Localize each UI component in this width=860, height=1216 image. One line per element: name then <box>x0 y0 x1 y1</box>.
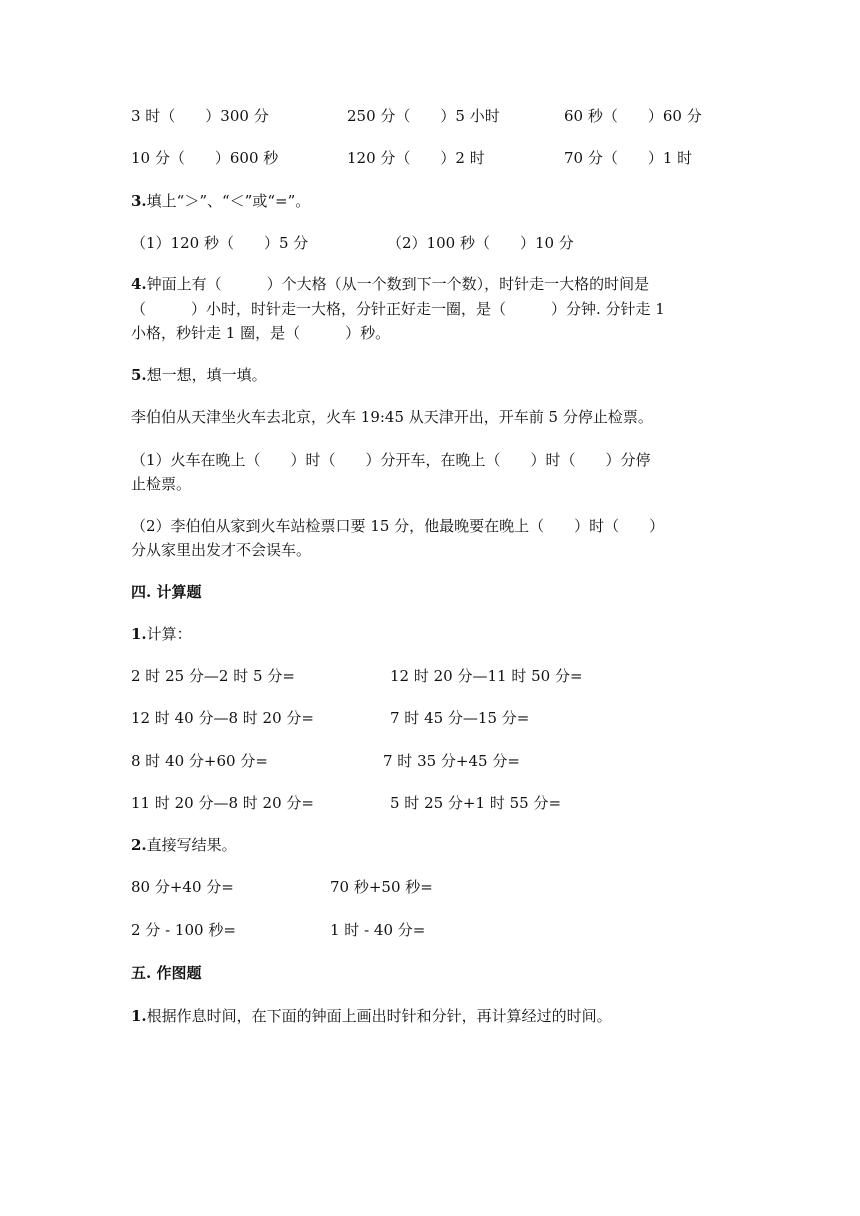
calc-item: 11 时 20 分—8 时 20 分= <box>131 794 314 812</box>
question-text: 填上“＞”、“＜”或“=”。 <box>146 192 311 210</box>
question-5-sub2-line-1: （2）李伯伯从家到火车站检票口要 15 分，他最晚要在晚上（ ）时（ ） <box>131 517 665 535</box>
calc-item: 70 秒+50 秒= <box>330 878 433 896</box>
question-4-line-2: （ ）小时，时针走一大格，分针正好走一圈，是（ ）分钟. 分针走 1 <box>131 300 665 318</box>
question-number: 1. <box>131 625 147 643</box>
section-4-question-2 <box>131 833 237 857</box>
compare-item: （2）100 秒（ ）10 分 <box>387 234 574 252</box>
section-5-question-1 <box>131 1004 612 1028</box>
section-5-title: 五. 作图题 <box>131 964 202 982</box>
question-number: 4. <box>131 275 147 293</box>
question-text: 想一想，填一填。 <box>146 366 267 384</box>
calc-item: 7 时 45 分—15 分= <box>390 709 530 727</box>
section-4-title: 四. 计算题 <box>131 583 202 601</box>
question-text: 计算： <box>146 625 192 643</box>
question-5-context: 李伯伯从天津坐火车去北京，火车 19:45 从天津开出，开车前 5 分停止检票。 <box>131 408 653 426</box>
calc-item: 1 时 - 40 分= <box>330 921 426 939</box>
question-4-line-1 <box>131 272 649 296</box>
question-number: 3. <box>131 192 147 210</box>
question-3 <box>131 189 310 213</box>
question-text: 钟面上有（ ）个大格（从一个数到下一个数），时针走一大格的时间是 <box>146 275 650 293</box>
question-5-sub1-line-1: （1）火车在晚上（ ）时（ ）分开车，在晚上（ ）时（ ）分停 <box>131 451 651 469</box>
calc-item: 2 时 25 分—2 时 5 分= <box>131 667 295 685</box>
calc-item: 12 时 40 分—8 时 20 分= <box>131 709 314 727</box>
question-5 <box>131 363 267 387</box>
question-text: 根据作息时间，在下面的钟面上画出时针和分针，再计算经过的时间。 <box>146 1007 612 1025</box>
question-text: 直接写结果。 <box>146 836 237 854</box>
compare-item: 3 时（ ）300 分 <box>131 107 269 125</box>
calc-item: 80 分+40 分= <box>131 878 234 896</box>
calc-item: 7 时 35 分+45 分= <box>383 752 520 770</box>
calc-item: 8 时 40 分+60 分= <box>131 752 268 770</box>
compare-item: 60 秒（ ）60 分 <box>564 107 702 125</box>
compare-item: （1）120 秒（ ）5 分 <box>131 234 309 252</box>
compare-item: 250 分（ ）5 小时 <box>347 107 500 125</box>
calc-item: 2 分 - 100 秒= <box>131 921 236 939</box>
question-number: 5. <box>131 366 147 384</box>
compare-item: 70 分（ ）1 时 <box>564 149 693 167</box>
question-number: 2. <box>131 836 147 854</box>
question-5-sub2-line-2: 分从家里出发才不会误车。 <box>131 541 312 559</box>
question-number: 1. <box>131 1007 147 1025</box>
calc-item: 5 时 25 分+1 时 55 分= <box>390 794 562 812</box>
question-4-line-3: 小格，秒针走 1 圈，是（ ）秒。 <box>131 324 391 342</box>
calc-item: 12 时 20 分—11 时 50 分= <box>390 667 583 685</box>
question-5-sub1-line-2: 止检票。 <box>131 475 192 493</box>
compare-item: 120 分（ ）2 时 <box>347 149 485 167</box>
section-4-question-1 <box>131 622 192 646</box>
compare-item: 10 分（ ）600 秒 <box>131 149 279 167</box>
